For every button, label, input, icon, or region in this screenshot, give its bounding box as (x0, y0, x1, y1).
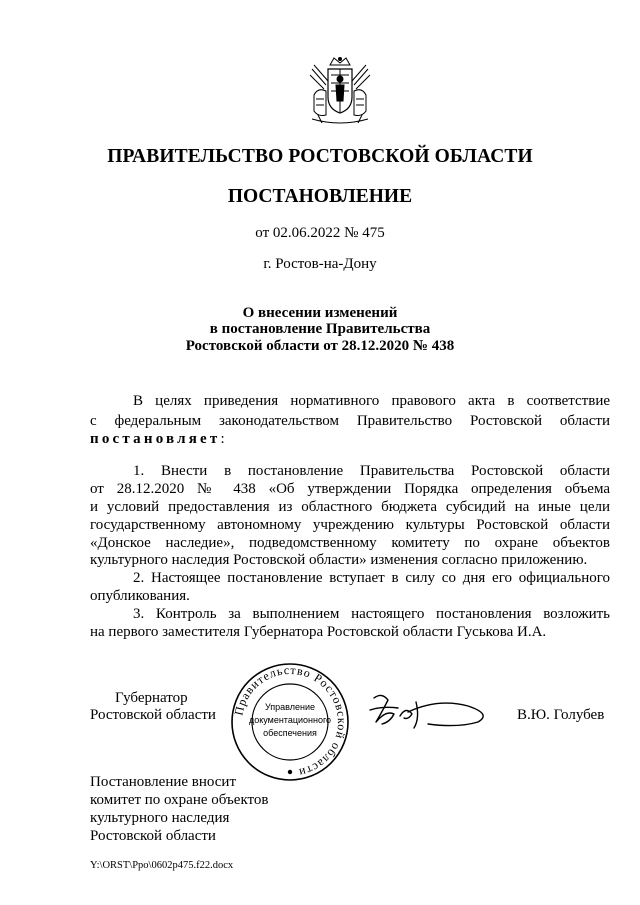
preamble-decides: постановляет: (90, 431, 225, 447)
item-2-line-2: опубликования. (90, 588, 190, 604)
coat-of-arms-emblem (300, 55, 380, 127)
document-date-number: от 02.06.2022 № 475 (255, 225, 385, 241)
item-1-line-3: и условий предоставления из областного бюджета субсидий на иные цели (90, 499, 610, 515)
submitter-line-2: комитет по охране объектов (90, 792, 269, 808)
document-type: ПОСТАНОВЛЕНИЕ (227, 186, 413, 207)
signer-name: В.Ю. Голубев (517, 707, 605, 723)
official-stamp (228, 660, 352, 784)
item-1-line-6: культурного наследия Ростовской области» изменения согласно приложению. (90, 552, 588, 568)
subject-line-2: в постановление Правительства (209, 321, 431, 337)
document-city: г. Ростов-на-Дону (263, 256, 377, 272)
stamp-text-3: обеспечения (263, 728, 317, 738)
item-1-line-5: «Донское наследие», подведомственному комитету по охране объектов (90, 535, 610, 551)
file-path: Y:\ORST\Ppo\0602p475.f22.docx (90, 860, 234, 871)
signer-position-line-2: Ростовской области (90, 707, 216, 723)
handwritten-signature (368, 688, 498, 738)
decides-word: постановляет (90, 431, 221, 447)
submitter-line-3: культурного наследия (90, 810, 230, 826)
subject-line-1: О внесении изменений (242, 305, 398, 321)
stamp-ring-text: Правительство Ростовской области (231, 662, 350, 781)
stamp-text-1: Управление (264, 702, 316, 712)
item-3-line-2: на первого заместителя Губернатора Ростовской области Гуськова И.А. (90, 624, 547, 640)
item-2-line-1: 2. Настоящее постановление вступает в силу со дня его официального (133, 570, 610, 586)
item-3-line-1: 3. Контроль за выполнением настоящего постановления возложить (133, 606, 610, 622)
item-1-line-4: государственному автономному учреждению культуры Ростовской области (90, 517, 610, 533)
subject-line-3: Ростовской области от 28.12.2020 № 438 (185, 338, 455, 354)
item-1-line-1: 1. Внести в постановление Правительства Ростовской области (133, 463, 610, 479)
item-1-line-2: от 28.12.2020 № 438 «Об утверждении Порядка определения объема (90, 481, 610, 497)
government-title: ПРАВИТЕЛЬСТВО РОСТОВСКОЙ ОБЛАСТИ (107, 146, 533, 167)
submitter-line-1: Постановление вносит (90, 774, 237, 790)
preamble-line-1: В целях приведения нормативного правового акта в соответствие (133, 393, 610, 409)
stamp-text-2: документационного (248, 715, 332, 725)
submitter-line-4: Ростовской области (90, 828, 216, 844)
signer-position-line-1: Губернатор (115, 690, 188, 706)
preamble-line-2: с федеральным законодательством Правительство Ростовской области (90, 413, 610, 429)
